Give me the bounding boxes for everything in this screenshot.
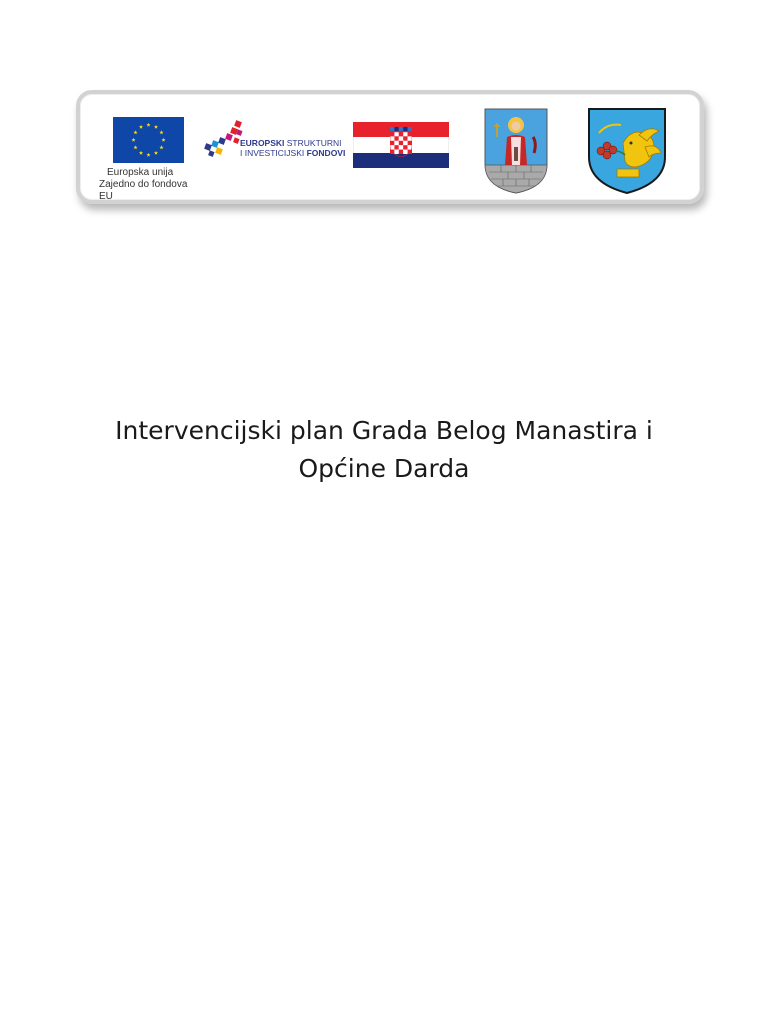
coat-of-arms-darda-icon xyxy=(587,107,667,195)
eu-star-icon xyxy=(139,151,143,155)
shield-checker-square xyxy=(403,141,407,145)
esif-line2-bold: FONDOVI xyxy=(306,148,346,158)
eu-caption xyxy=(99,167,199,203)
shield-checker-square xyxy=(408,132,412,136)
esif-text xyxy=(240,138,345,158)
shield-checker-square xyxy=(399,132,403,136)
shield-checker-square xyxy=(394,132,398,136)
shield-checker-square xyxy=(408,136,412,140)
eu-caption-line1: Europska unija xyxy=(107,167,174,178)
esif-line2-rest: I INVESTICIJSKI xyxy=(240,148,307,158)
eu-star-icon xyxy=(159,145,163,149)
shield-checker-square xyxy=(399,136,403,140)
shield-checker-square xyxy=(390,132,394,136)
shield-checker-square xyxy=(390,136,394,140)
esif-line1-rest: STRUKTURNI xyxy=(284,138,342,148)
coat-of-arms-beli-manastir-icon xyxy=(483,107,549,194)
shield-checker-square xyxy=(403,150,407,154)
eu-flag-icon xyxy=(113,117,184,163)
shield-checker-square xyxy=(403,136,407,140)
shield-checker-square xyxy=(394,150,398,154)
eu-star-icon xyxy=(139,125,143,129)
eu-star-icon xyxy=(154,125,158,129)
eu-star-icon xyxy=(146,123,150,127)
croatian-flag-icon xyxy=(353,122,449,168)
shield-checker-square xyxy=(399,150,403,154)
eu-star-icon xyxy=(133,145,137,149)
shield-checker-square xyxy=(403,132,407,136)
eu-star-icon xyxy=(154,151,158,155)
shield-checker-square xyxy=(394,141,398,145)
shield-checker-square xyxy=(399,141,403,145)
eu-caption-line2: Zajedno do fondova EU xyxy=(99,179,188,202)
shield-checker-square xyxy=(399,145,403,149)
shield-checker-square xyxy=(394,136,398,140)
shield-checker-square xyxy=(408,141,412,145)
eu-star-icon xyxy=(161,138,165,142)
croatian-shield-icon xyxy=(390,127,412,157)
eu-star-icon xyxy=(146,153,150,157)
eu-logo xyxy=(99,117,203,202)
shield-checker-square xyxy=(390,141,394,145)
eu-star-icon xyxy=(159,130,163,134)
esif-squares-icon xyxy=(204,120,244,162)
document-title-line1: Intervencijski plan Grada Belog Manastira i xyxy=(115,416,653,445)
shield-checker-square xyxy=(394,145,398,149)
document-title-line2: Općine Darda xyxy=(298,454,470,483)
eu-star-icon xyxy=(131,138,135,142)
esif-line1-bold: EUROPSKI xyxy=(240,138,285,148)
document-title xyxy=(0,412,768,488)
shield-checker-square xyxy=(403,145,407,149)
esif-logo xyxy=(204,120,346,162)
eu-star-icon xyxy=(133,130,137,134)
